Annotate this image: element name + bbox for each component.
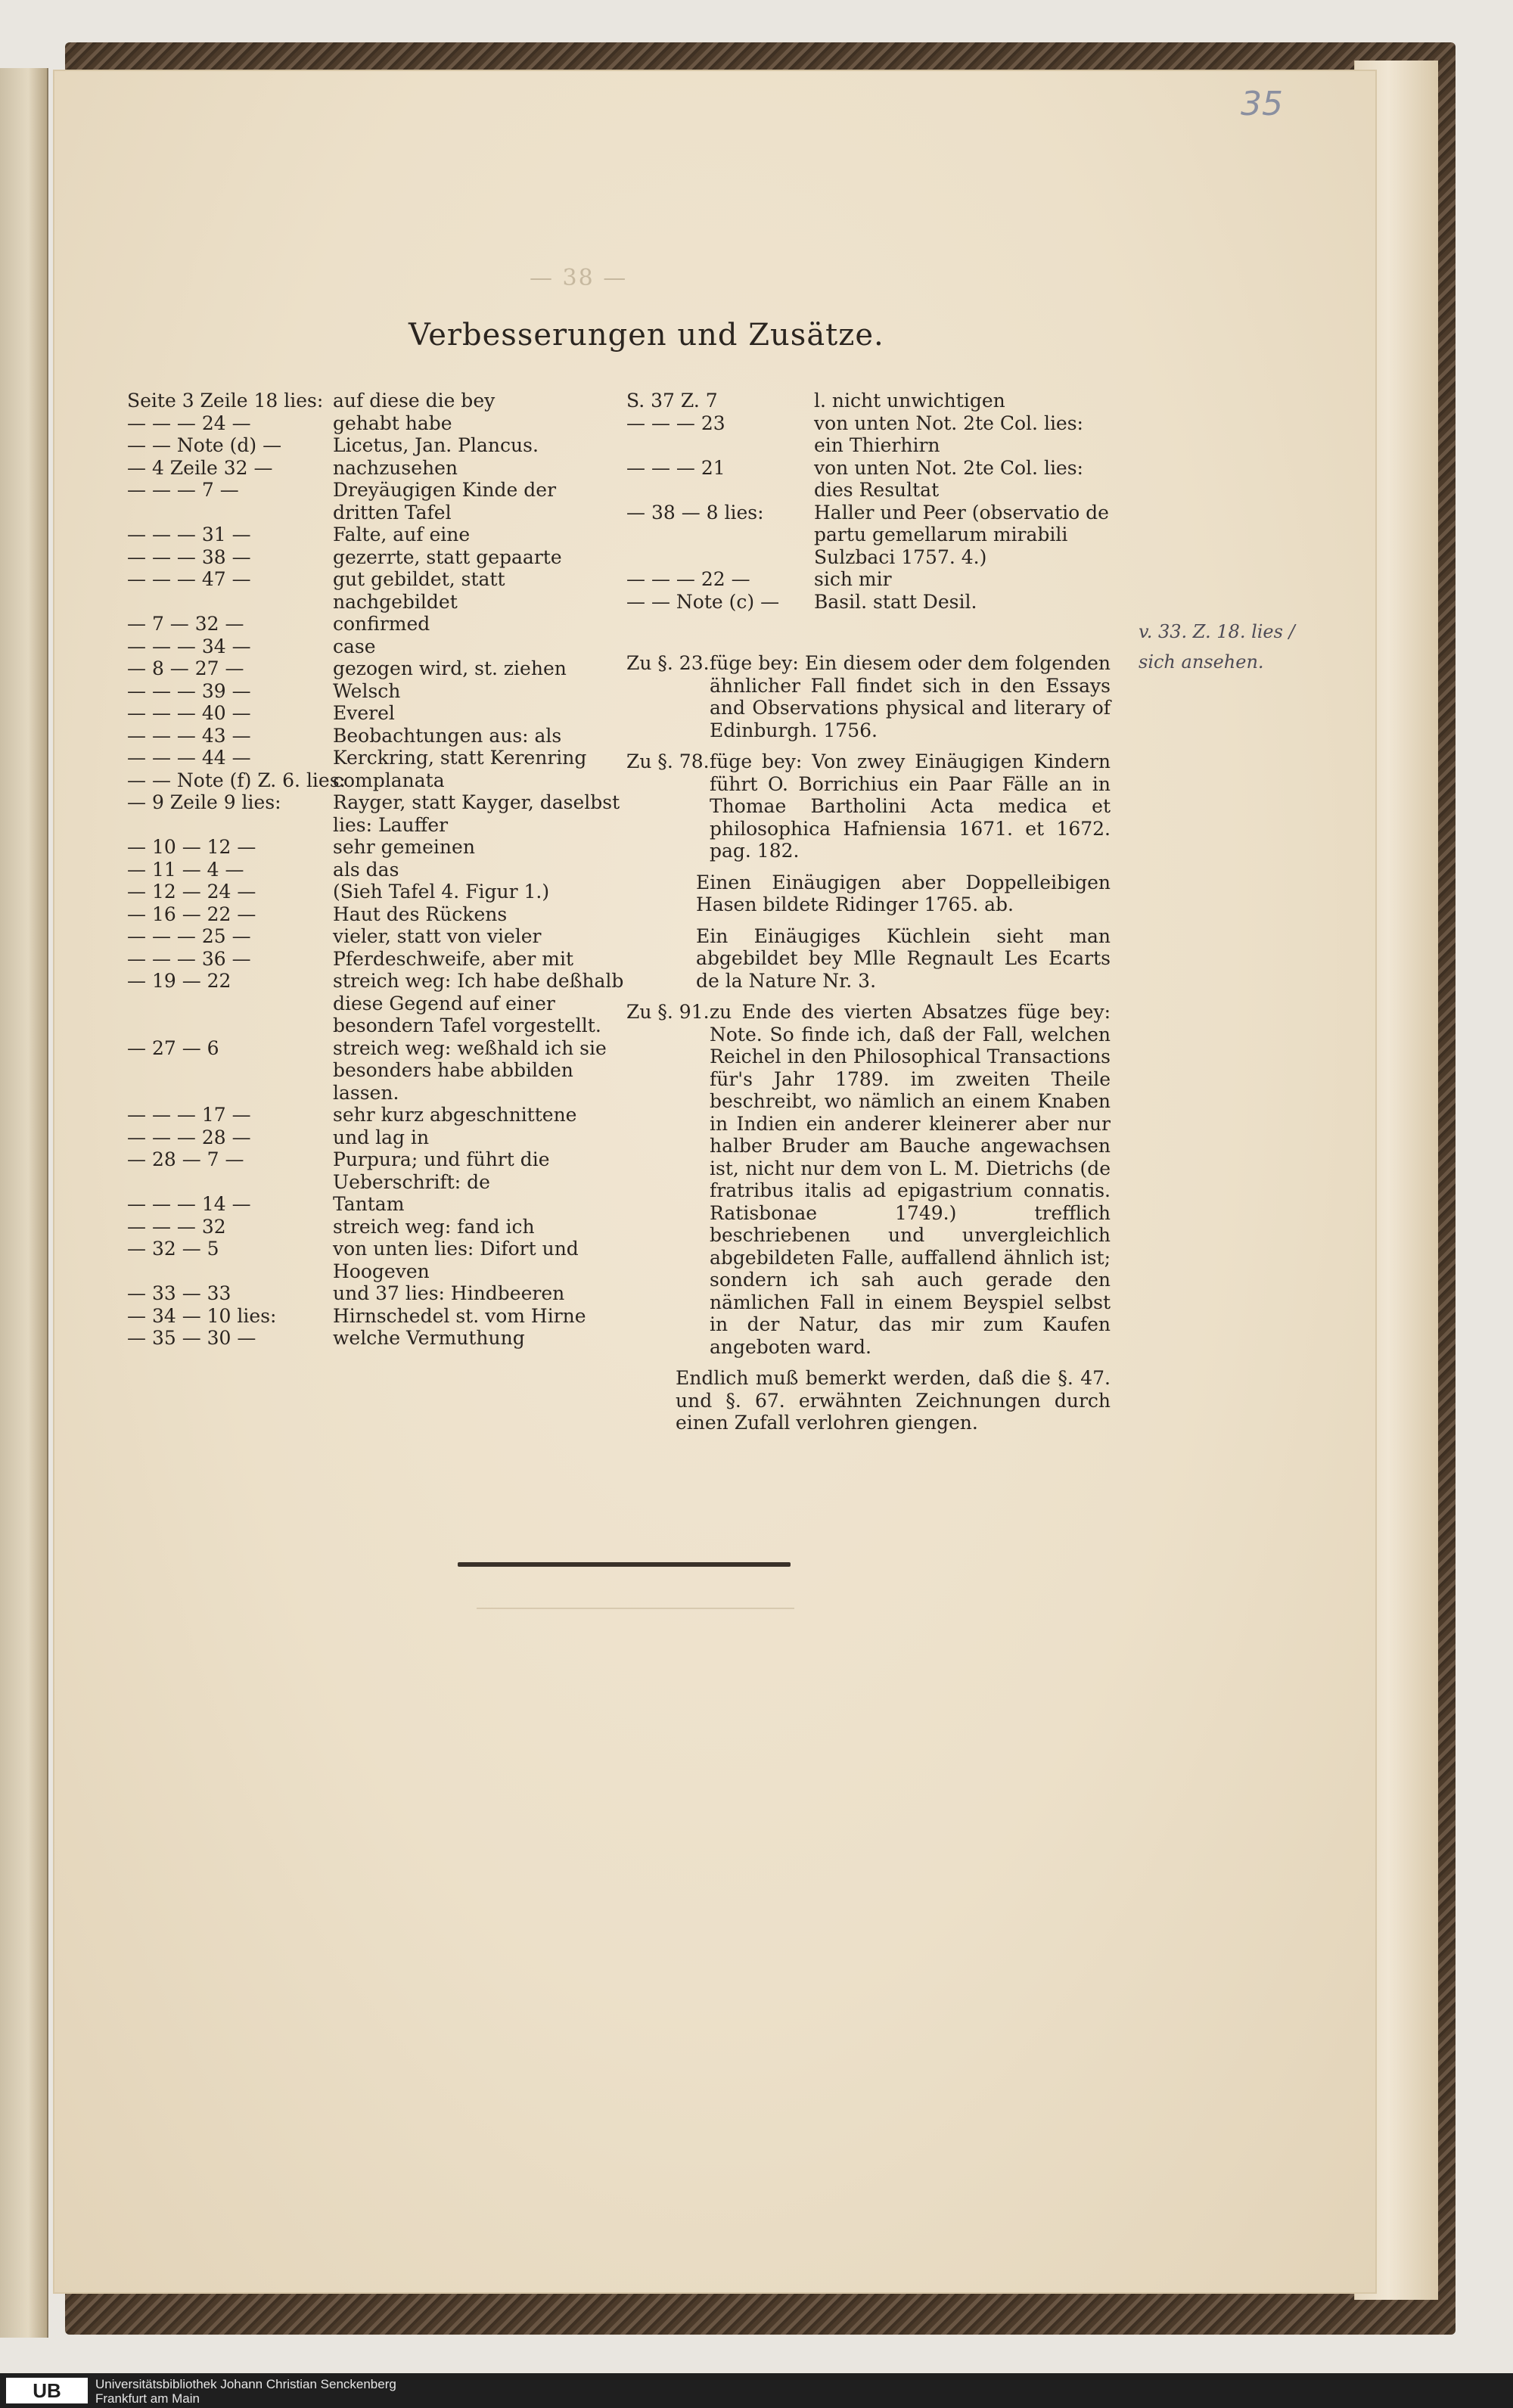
erratum-row	[127, 769, 626, 792]
erratum-correction: Everel	[333, 702, 395, 724]
erratum-reference: — 10 — 12 —	[127, 836, 256, 858]
erratum-correction: welche Vermuthung	[333, 1327, 525, 1349]
erratum-row	[127, 546, 626, 569]
erratum-correction: und 37 lies: Hindbeeren	[333, 1282, 565, 1304]
erratum-correction: von unten Not. 2te Col. lies: ein Thierhirn	[814, 412, 1083, 456]
erratum-row	[127, 568, 626, 613]
erratum-row	[127, 747, 626, 769]
erratum-row	[127, 635, 626, 658]
erratum-reference: — 12 — 24 —	[127, 881, 256, 903]
erratum-row	[127, 881, 626, 903]
erratum-row	[127, 1193, 626, 1216]
erratum-correction: Rayger, statt Kayger, daselbst lies: Lauffer	[333, 791, 620, 836]
closing-paragraph: Endlich muß bemerkt werden, daß die §. 47. und §. 67. erwähnten Zeichnungen durch einen Zufall verlohren giengen.	[676, 1367, 1111, 1434]
erratum-row	[626, 502, 1111, 569]
erratum-reference: Seite 3 Zeile 18 lies:	[127, 390, 324, 412]
erratum-reference: — — — 28 —	[127, 1126, 251, 1148]
sub-note: Ein Einäugiges Küchlein sieht man abgebildet bey Mlle Regnault Les Ecarts de la Nature Nr. 3.	[696, 924, 1111, 992]
note-text: zu Ende des vierten Absatzes füge bey: Note. So finde ich, daß der Fall, welchen Reichel in den Philosophical Transactions für's Jahr 1789. im zweiten Theile beschreibt, wo nämlich an einem Knaben in Indien ein anderer kleinerer aber nur halber Bruder am Bauche angewachsen ist, nicht nur dem von L. M. Dietrichs (de fratribus italis ad epigastrium connatis. Ratisbonae 1749.) trefflich beschriebenen und unvergleichlich abgebildeten Falle, auffallend ähnlich ist; sondern ich sah auch gerade den nämlichen Fall in einem Beyspiel selbst in der Natur, das mir zum Kaufen angeboten ward.	[710, 1001, 1111, 1358]
erratum-row	[127, 390, 626, 412]
erratum-correction: l. nicht unwichtigen	[814, 390, 1005, 412]
erratum-reference: — — — 34 —	[127, 635, 251, 657]
note-ref: Zu §. 91.	[626, 1001, 710, 1023]
erratum-row	[127, 948, 626, 971]
erratum-row	[127, 1126, 626, 1149]
erratum-reference: — — — 43 —	[127, 724, 251, 747]
erratum-reference: — 33 — 33	[127, 1282, 231, 1304]
erratum-row	[127, 1104, 626, 1126]
erratum-correction: confirmed	[333, 613, 430, 635]
library-footer	[0, 2373, 1513, 2408]
erratum-correction: gut gebildet, statt nachgebildet	[333, 568, 505, 613]
erratum-row	[127, 1148, 626, 1193]
erratum-reference: — — — 47 —	[127, 568, 251, 590]
erratum-reference: — 11 — 4 —	[127, 858, 244, 881]
erratum-reference: — 16 — 22 —	[127, 903, 256, 925]
erratum-row	[127, 1037, 626, 1105]
erratum-row	[127, 970, 626, 1037]
sub-note: Einen Einäugigen aber Doppelleibigen Hasen bildete Ridinger 1765. ab.	[696, 871, 1111, 915]
erratum-row	[127, 1282, 626, 1305]
erratum-reference: — 19 — 22	[127, 970, 231, 992]
erratum-correction: als das	[333, 858, 399, 881]
erratum-reference: — 28 — 7 —	[127, 1148, 244, 1170]
erratum-correction: gezerrte, statt gepaarte	[333, 545, 562, 568]
erratum-row	[127, 457, 626, 480]
bleed-through-rule	[477, 1608, 794, 1609]
erratum-row	[127, 1216, 626, 1238]
handwritten-margin-note: v. 33. Z. 18. lies / sich ansehen.	[1139, 621, 1295, 673]
erratum-correction: Kerckring, statt Kerenring	[333, 747, 587, 769]
erratum-row	[127, 1327, 626, 1350]
erratum-row	[127, 725, 626, 747]
note-ref: Zu §. 23.	[626, 652, 710, 674]
erratum-row	[127, 702, 626, 725]
erratum-correction: streich weg: Ich habe deßhalb diese Gegend auf einer besondern Tafel vorgestellt.	[333, 970, 624, 1036]
facing-page-edge	[0, 68, 48, 2338]
erratum-reference: S. 37 Z. 7	[626, 390, 718, 412]
erratum-reference: — 8 — 27 —	[127, 657, 244, 679]
end-rule	[458, 1562, 791, 1567]
erratum-reference: — — — 25 —	[127, 925, 251, 947]
erratum-row	[127, 1305, 626, 1328]
library-name: Universitätsbibliothek Johann Christian Senckenberg	[95, 2377, 396, 2391]
erratum-reference: — — — 31 —	[127, 524, 251, 545]
erratum-reference: — — — 14 —	[127, 1193, 251, 1215]
erratum-reference: — 38 — 8 lies:	[626, 501, 764, 524]
erratum-reference: — — — 39 —	[127, 679, 251, 702]
erratum-correction: sehr kurz abgeschnittene	[333, 1104, 577, 1126]
erratum-correction: Hirnschedel st. vom Hirne	[333, 1304, 586, 1327]
erratum-row	[127, 680, 626, 703]
left-column	[127, 390, 626, 1350]
erratum-row	[127, 791, 626, 836]
erratum-correction: complanata	[333, 769, 445, 791]
erratum-correction: case	[333, 635, 376, 657]
additions-notes	[626, 652, 1111, 1434]
note-91	[626, 1001, 1111, 1358]
erratum-row	[127, 524, 626, 546]
erratum-row	[127, 925, 626, 948]
erratum-correction: von unten lies: Difort und Hoogeven	[333, 1238, 579, 1282]
erratum-row	[626, 591, 1111, 614]
erratum-correction: von unten Not. 2te Col. lies: dies Resultat	[814, 456, 1083, 501]
erratum-reference: — 9 Zeile 9 lies:	[127, 791, 281, 813]
erratum-correction: Purpura; und führt die Ueberschrift: de	[333, 1148, 550, 1193]
erratum-reference: — — Note (f) Z. 6. lies:	[127, 769, 346, 791]
erratum-reference: — — Note (c) —	[626, 590, 780, 613]
erratum-correction: sehr gemeinen	[333, 836, 475, 858]
erratum-correction: Haut des Rückens	[333, 903, 508, 925]
erratum-row	[127, 903, 626, 926]
erratum-row	[626, 568, 1111, 591]
erratum-reference: — — — 17 —	[127, 1104, 251, 1126]
erratum-row	[127, 412, 626, 435]
erratum-correction: Dreyäugigen Kinde der dritten Tafel	[333, 479, 557, 524]
erratum-reference: — 4 Zeile 32 —	[127, 456, 273, 479]
erratum-row	[626, 390, 1111, 412]
erratum-correction: (Sieh Tafel 4. Figur 1.)	[333, 881, 550, 903]
erratum-correction: Welsch	[333, 679, 401, 702]
erratum-reference: — — — 7 —	[127, 479, 239, 501]
erratum-correction: und lag in	[333, 1126, 430, 1148]
erratum-row	[127, 613, 626, 635]
note-78	[626, 750, 1111, 862]
note-text: füge bey: Von zwey Einäugigen Kindern führt O. Borrichius ein Paar Fälle an in Thomae Bartholini Acta medica et philosophica Hafniensia 1671. et 1672. pag. 182.	[710, 750, 1111, 862]
erratum-reference: — — — 21	[626, 456, 725, 479]
folio-number: 35	[1241, 85, 1283, 123]
page-title: Verbesserungen und Zusätze.	[409, 318, 884, 353]
erratum-correction: streich weg: fand ich	[333, 1215, 535, 1238]
erratum-row	[127, 657, 626, 680]
erratum-correction: streich weg: weßhald ich sie besonders habe abbilden lassen.	[333, 1036, 607, 1104]
erratum-reference: — 7 — 32 —	[127, 613, 244, 635]
erratum-correction: nachzusehen	[333, 456, 458, 479]
erratum-reference: — 35 — 30 —	[127, 1327, 256, 1349]
erratum-row	[127, 434, 626, 457]
erratum-row	[127, 859, 626, 881]
erratum-reference: — 27 — 6	[127, 1036, 219, 1059]
erratum-reference: — — — 32	[127, 1215, 226, 1238]
erratum-reference: — — — 40 —	[127, 702, 251, 724]
erratum-correction: auf diese die bey	[333, 390, 496, 412]
erratum-correction: Tantam	[333, 1193, 405, 1215]
running-head: — 38 —	[530, 265, 628, 291]
erratum-reference: — — — 38 —	[127, 545, 251, 568]
erratum-row	[127, 479, 626, 524]
note-ref: Zu §. 78.	[626, 750, 710, 772]
erratum-correction: gehabt habe	[333, 412, 452, 434]
erratum-reference: — — Note (d) —	[127, 434, 282, 456]
erratum-correction: Haller und Peer (observatio de partu gemellarum mirabili Sulzbaci 1757. 4.)	[814, 501, 1109, 568]
erratum-reference: — — — 36 —	[127, 947, 251, 970]
right-column	[626, 390, 1111, 613]
note-text: füge bey: Ein diesem oder dem folgenden ähnlicher Fall findet sich in den Essays and Observations physical and literary of Edinburgh. 1756.	[710, 652, 1111, 741]
erratum-reference: — — — 23	[626, 412, 725, 434]
erratum-reference: — 34 — 10 lies:	[127, 1304, 277, 1327]
erratum-correction: Basil. statt Desil.	[814, 590, 977, 613]
erratum-reference: — 32 — 5	[127, 1238, 219, 1260]
library-logo: UB	[6, 2378, 88, 2403]
note-23	[626, 652, 1111, 741]
erratum-reference: — — — 24 —	[127, 412, 251, 434]
erratum-correction: Pferdeschweife, aber mit	[333, 947, 574, 970]
erratum-reference: — — — 44 —	[127, 747, 251, 769]
erratum-row	[626, 457, 1111, 502]
erratum-row	[626, 412, 1111, 457]
erratum-reference: — — — 22 —	[626, 568, 750, 590]
erratum-correction: Licetus, Jan. Plancus.	[333, 434, 539, 456]
erratum-correction: sich mir	[814, 568, 892, 590]
erratum-correction: vieler, statt von vieler	[333, 925, 542, 947]
erratum-correction: Beobachtungen aus: als	[333, 724, 562, 747]
library-location: Frankfurt am Main	[95, 2391, 200, 2406]
erratum-row	[127, 836, 626, 859]
erratum-row	[127, 1238, 626, 1282]
erratum-correction: Falte, auf eine	[333, 524, 471, 545]
erratum-correction: gezogen wird, st. ziehen	[333, 657, 567, 679]
